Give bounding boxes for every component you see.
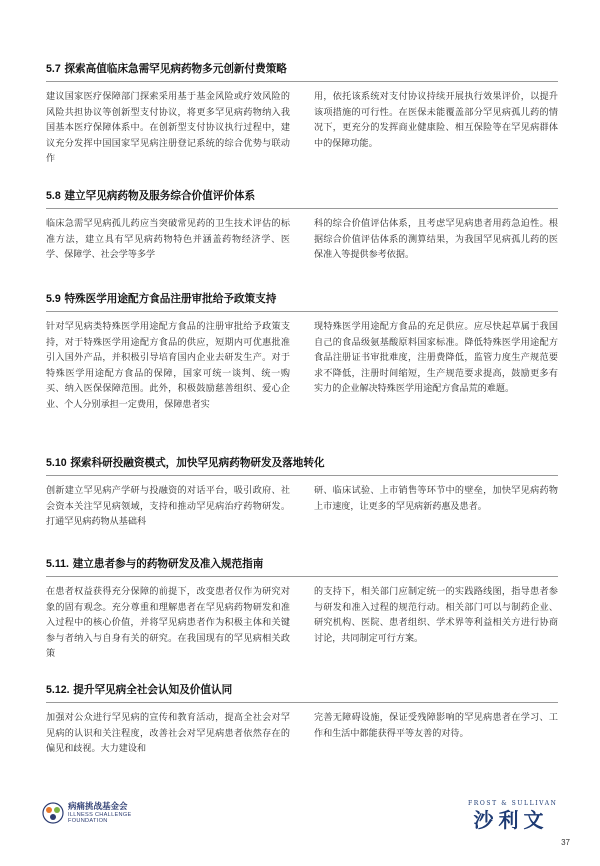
section-title: 探索高值临床急需罕见病药物多元创新付费策略 <box>64 63 287 75</box>
section-divider <box>46 475 558 476</box>
section-text-right: 用，依托该系统对支付协议持续开展执行效果评价，以提升该项措施的可行性。在医保未能覆盖部分罕见病孤儿药的情况下，更充分的发挥商业健康险、相互保险等在罕见病群体中的保障功能。 <box>314 92 558 149</box>
section-title: 提升罕见病全社会认知及价值认同 <box>73 684 233 696</box>
section-5-7 <box>46 62 558 168</box>
section-divider <box>46 81 558 82</box>
section-number: 5.8 <box>46 190 61 202</box>
section-5-10 <box>46 456 558 531</box>
section-heading <box>46 456 558 470</box>
section-text-right: 研、临床试验、上市销售等环节中的壁垒，加快罕见病药物上市速度，让更多的罕见病新药惠及患者。 <box>314 486 558 512</box>
section-number: 5.7 <box>46 63 61 75</box>
section-5-9 <box>46 292 558 413</box>
section-title: 特殊医学用途配方食品注册审批给予政策支持 <box>64 293 277 305</box>
section-heading <box>46 683 558 697</box>
section-text-right: 的支持下，相关部门应制定统一的实践路线图，指导患者参与研发和准入过程的规范行动。相关部门可以与制药企业、研究机构、医院、患者组织、学术界等利益相关方进行协商讨论，共同制定可行方案。 <box>314 587 558 644</box>
section-heading <box>46 292 558 306</box>
frost-sullivan-name-cn: 沙利文 <box>473 808 549 832</box>
section-divider <box>46 311 558 312</box>
section-text-right: 科的综合价值评估体系，且考虑罕见病患者用药急迫性。根据综合价值评估体系的测算结果，为我国罕见病孤儿药的医保准入等提供参考依据。 <box>314 219 558 260</box>
section-number: 5.9 <box>46 293 61 305</box>
section-text-left: 在患者权益获得充分保障的前提下，改变患者仅作为研究对象的固有观念。充分尊重和理解患者在罕见病药物研发和准入过程中的核心价值，并将罕见病患者作为积极主体和关键参与者纳入与自身有关的研究。在我国现有的罕见病相关政策 <box>46 587 290 659</box>
section-text-right: 完善无障碍设施，保证受残障影响的罕见病患者在学习、工作和生活中都能获得平等友善的对待。 <box>314 713 558 739</box>
section-number: 5.11. <box>46 558 69 570</box>
foundation-name-en-1: ILLNESS CHALLENGE <box>68 812 132 818</box>
section-title: 建立患者参与的药物研发及准入规范指南 <box>72 558 264 570</box>
foundation-emblem-icon <box>42 802 64 824</box>
foundation-name-cn: 病痛挑战基金会 <box>68 802 128 812</box>
section-text-right: 现特殊医学用途配方食品的充足供应。应尽快起草属于我国自己的食品级氨基酸原料国家标准。降低特殊医学用途配方食品注册证书审批难度，注册费降低，监管力度生产规范要求不降低，注册时间缩短，生产规范要求提高，鼓励更多有实力的企业解决特殊医学用途配方食品荒的难题。 <box>314 322 558 394</box>
section-text-left: 临床急需罕见病孤儿药应当突破常见药的卫生技术评估的标准方法，建立具有罕见病药物特色并涵盖药物经济学、医学、保障学、社会学等多学 <box>46 219 290 260</box>
illness-challenge-foundation-logo <box>42 802 132 825</box>
section-divider <box>46 208 558 209</box>
section-title: 建立罕见病药物及服务综合价值评价体系 <box>64 190 256 202</box>
foundation-name-en-2: FOUNDATION <box>68 818 108 825</box>
section-number: 5.12. <box>46 684 70 696</box>
section-number: 5.10 <box>46 457 67 469</box>
section-heading <box>46 189 558 203</box>
section-title: 探索科研投融资模式，加快罕见病药物研发及落地转化 <box>70 457 325 469</box>
section-text-left: 针对罕见病类特殊医学用途配方食品的注册审批给予政策支持，对于特殊医学用途配方食品的供应，短期内可优惠批准引入国外产品，并积极引导培育国内企业去研发生产。对于特殊医学用途配方食品的保障，国家可统一谈判、统一购买、纳入医保保障范围。此外，积极鼓励慈善组织、爱心企业、个人分别承担一定费用，保障患者实 <box>46 322 290 410</box>
frost-sullivan-logo <box>468 800 558 832</box>
section-text-left: 建议国家医疗保障部门探索采用基于基金风险或疗效风险的风险共担协议等创新型支付协议，将更多罕见病药物纳入我国基本医疗保障体系中。在创新型支付协议执行过程中，建议充分发挥中国国家罕见病注册登记系统的综合优势与联动作 <box>46 92 290 164</box>
section-heading <box>46 62 558 76</box>
section-heading <box>46 557 558 571</box>
section-5-8 <box>46 189 558 264</box>
page-number: 37 <box>561 838 570 847</box>
frost-sullivan-name-en: FROST & SULLIVAN <box>468 800 558 807</box>
section-divider <box>46 576 558 577</box>
section-divider <box>46 702 558 703</box>
section-5-12 <box>46 683 558 758</box>
section-text-left: 加强对公众进行罕见病的宣传和教育活动，提高全社会对罕见病的认识和关注程度，改善社会对罕见病患者依然存在的偏见和歧视。大力建设和 <box>46 713 290 754</box>
section-text-left: 创新建立罕见病产学研与投融资的对话平台，吸引政府、社会资本关注罕见病领域，支持和推动罕见病治疗药物研发。打通罕见病药物从基础科 <box>46 486 290 527</box>
section-5-11 <box>46 557 558 663</box>
